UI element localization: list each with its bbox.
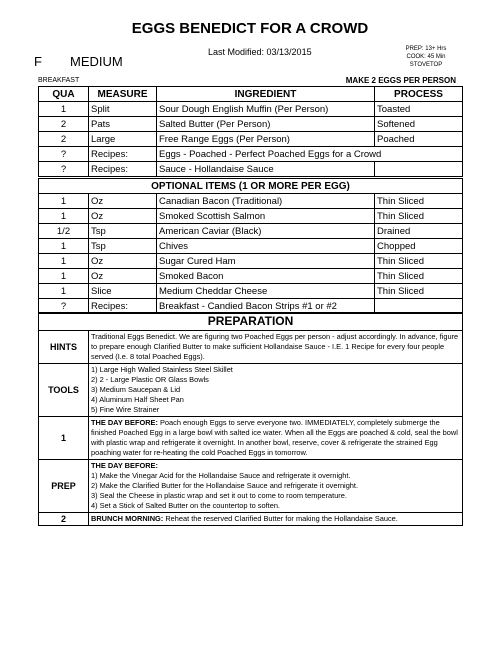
recipe-link[interactable]: Eggs - Poached - Perfect Poached Eggs for a Crowd [157,147,463,162]
measure-cell: Split [89,102,157,117]
prep-row [39,460,463,513]
prep-list [89,460,463,513]
prep-time: PREP: 13+ Hrs [405,46,447,52]
qty-cell: ? [39,162,89,177]
qty-cell: 1 [39,102,89,117]
step-body: Poach enough Eggs to serve everyone two. IMMEDIATELY, completely submerge the finished Poached Egg in a large bowl with salted ice water. When all the Eggs are poached & cold, seal the bowl with plastic wrap and refrigerate it overnight. In another bowl, reserve, cover & refrigerate the strained Egg poaching water for re-heating the cold Poached Eggs in tomorrow. [91,418,458,457]
preparation-table [38,312,463,526]
optional-title-row [39,179,463,194]
qty-cell: 2 [39,117,89,132]
step-text [89,513,463,526]
optional-items-table [38,178,463,314]
step-text [89,417,463,460]
qty-cell: 1 [39,209,89,224]
column-header: PROCESS [375,87,463,102]
preparation-title-row [39,313,463,331]
table-row [39,254,463,269]
cook-time: COOK: 45 Min [406,54,446,60]
optional-title: OPTIONAL ITEMS (1 OR MORE PER EGG) [39,179,463,194]
table-row [39,147,463,162]
recipe-link[interactable]: Breakfast - Candied Bacon Strips #1 or #2 [157,299,375,314]
prep-step: 4) Set a Stick of Salted Butter on the countertop to soften. [91,501,280,510]
grade-difficulty [34,54,123,69]
table-row [39,209,463,224]
cook-method: STOVETOP [409,62,443,68]
qty-cell: 1/2 [39,224,89,239]
process-cell: Thin Sliced [375,284,463,299]
tool-item: 3) Medium Saucepan & Lid [91,385,181,394]
column-header: INGREDIENT [157,87,375,102]
process-cell: Softened [375,117,463,132]
measure-cell: Oz [89,269,157,284]
hints-text: Traditional Eggs Benedict. We are figuring two Poached Eggs per person - adjust accordingly. In advance, figure to prepare enough Clarified Butter to make sufficient Hollandaise Sauce - I.E. 1 Recipe for every four people served (I.e. 8 total Poached Eggs). [89,331,463,364]
process-cell [375,162,463,177]
ingredient-cell: Smoked Scottish Salmon [157,209,375,224]
tools-list [89,364,463,417]
prep-step: 2) Make the Clarified Butter for the Hollandaise Sauce and refrigerate it overnight. [91,481,359,490]
measure-cell: Large [89,132,157,147]
preparation-title: PREPARATION [39,313,463,331]
ingredients-header-row [39,87,463,102]
column-header: MEASURE [89,87,157,102]
measure-cell: Tsp [89,224,157,239]
qty-cell: ? [39,299,89,314]
ingredient-cell: American Caviar (Black) [157,224,375,239]
ingredient-cell: Sugar Cured Ham [157,254,375,269]
process-cell: Thin Sliced [375,254,463,269]
measure-cell: Recipes: [89,147,157,162]
step-label: 2 [39,513,89,526]
table-row [39,239,463,254]
measure-cell: Tsp [89,239,157,254]
qty-cell: 1 [39,194,89,209]
process-cell: Chopped [375,239,463,254]
grade-letter: F [34,54,42,69]
measure-cell: Slice [89,284,157,299]
measure-cell: Oz [89,209,157,224]
process-cell: Thin Sliced [375,269,463,284]
prep-heading: THE DAY BEFORE: [91,461,158,470]
step-row [39,417,463,460]
ingredients-table [38,86,463,177]
tool-item: 5) Fine Wire Strainer [91,405,160,414]
prep-step: 1) Make the Vinegar Acid for the Hollandaise Sauce and refrigerate it overnight. [91,471,351,480]
step-body: Reheat the reserved Clarified Butter for making the Hollandaise Sauce. [163,514,398,523]
measure-cell: Recipes: [89,162,157,177]
qty-cell: 1 [39,284,89,299]
tool-item: 1) Large High Walled Stainless Steel Skillet [91,365,233,374]
qty-cell: 1 [39,269,89,284]
difficulty: MEDIUM [70,54,123,69]
qty-cell: 2 [39,132,89,147]
table-row [39,162,463,177]
ingredient-cell: Canadian Bacon (Traditional) [157,194,375,209]
tools-label: TOOLS [39,364,89,417]
process-cell: Thin Sliced [375,209,463,224]
prep-label: PREP [39,460,89,513]
ingredient-cell: Sour Dough English Muffin (Per Person) [157,102,375,117]
recipe-title: EGGS BENEDICT FOR A CROWD [131,20,369,37]
ingredient-cell: Free Range Eggs (Per Person) [157,132,375,147]
table-row [39,284,463,299]
step-heading: BRUNCH MORNING: [91,514,164,523]
step-label: 1 [39,417,89,460]
process-cell: Drained [375,224,463,239]
recipe-link[interactable]: Sauce - Hollandaise Sauce [157,162,375,177]
qty-cell: 1 [39,254,89,269]
table-row [39,102,463,117]
measure-cell: Recipes: [89,299,157,314]
ingredient-cell: Chives [157,239,375,254]
measure-cell: Pats [89,117,157,132]
table-row [39,194,463,209]
table-row [39,132,463,147]
step-heading: THE DAY BEFORE: [91,418,158,427]
tool-item: 4) Aluminum Half Sheet Pan [91,395,184,404]
qty-cell: ? [39,147,89,162]
hints-label: HINTS [39,331,89,364]
category: BREAKFAST [38,77,80,84]
measure-cell: Oz [89,254,157,269]
qty-cell: 1 [39,239,89,254]
measure-cell: Oz [89,194,157,209]
last-modified: Last Modified: 03/13/2015 [208,47,312,57]
process-cell: Poached [375,132,463,147]
ingredient-cell: Medium Cheddar Cheese [157,284,375,299]
table-row [39,224,463,239]
step-row [39,513,463,526]
tool-item: 2) 2 - Large Plastic OR Glass Bowls [91,375,209,384]
tools-row [39,364,463,417]
ingredient-cell: Salted Butter (Per Person) [157,117,375,132]
time-info [392,45,460,69]
process-cell: Toasted [375,102,463,117]
yield: MAKE 2 EGGS PER PERSON [345,76,456,85]
column-header: QUA [39,87,89,102]
prep-step: 3) Seal the Cheese in plastic wrap and set it out to come to room temperature. [91,491,347,500]
hints-row [39,331,463,364]
ingredient-cell: Smoked Bacon [157,269,375,284]
table-row [39,117,463,132]
table-row [39,269,463,284]
process-cell: Thin Sliced [375,194,463,209]
